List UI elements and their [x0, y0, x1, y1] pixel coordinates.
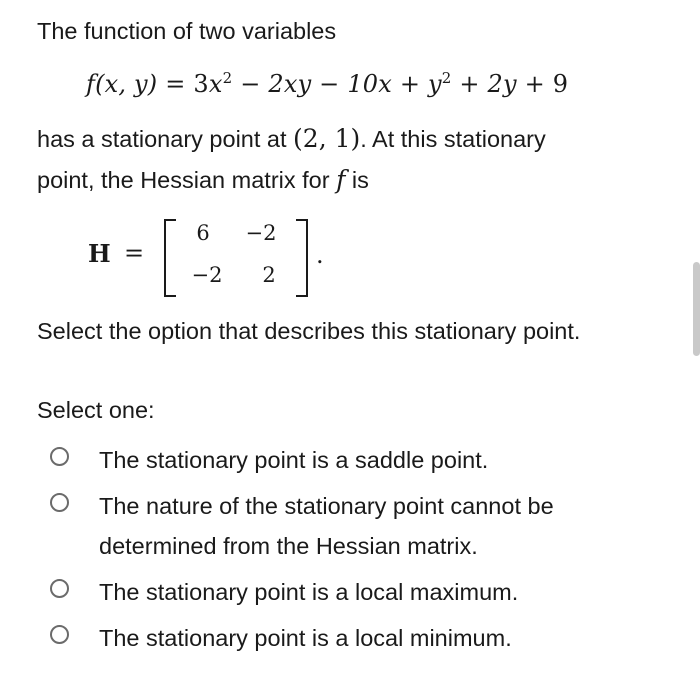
radio-button-icon[interactable] — [50, 625, 69, 644]
formula-term4-exp: 2 — [441, 69, 452, 87]
formula-term1-coef: 3 — [193, 70, 209, 98]
formula-op3: + — [399, 70, 421, 98]
option-label: The stationary point is a saddle point. — [99, 447, 489, 473]
radio-button-icon[interactable] — [50, 447, 69, 466]
matrix-left-bracket — [164, 219, 176, 297]
formula-lhs: f(x, y) — [86, 70, 158, 98]
stationary-pre: has a stationary point at — [37, 126, 294, 152]
radio-button-icon[interactable] — [50, 493, 69, 512]
matrix-a22: 2 — [262, 263, 276, 287]
option-label: The nature of the stationary point cannot be determined from the Hessian matrix. — [99, 493, 554, 559]
formula-term3: 10x — [347, 70, 393, 98]
intro-text: The function of two variables — [37, 18, 337, 44]
matrix-a12: −2 — [245, 221, 277, 245]
hessian-period: . — [316, 241, 324, 269]
formula-term5: 2y — [487, 70, 517, 98]
select-one-label: Select one: — [37, 397, 155, 423]
formula-term1-var: x — [208, 70, 223, 98]
stationary-post: . At this stationary — [360, 126, 546, 152]
option-label: The stationary point is a local maximum. — [99, 579, 519, 605]
scrollbar-thumb[interactable] — [693, 262, 700, 356]
stationary-point-value: (2, 1) — [293, 124, 361, 153]
hessian-label: H — [88, 239, 111, 268]
matrix-a11: 6 — [196, 221, 210, 245]
formula-op4: + — [459, 70, 480, 98]
hessian-post: is — [345, 167, 369, 193]
option-label: The stationary point is a local minimum. — [99, 625, 512, 651]
hessian-equals: = — [124, 239, 145, 267]
formula-term4-var: y — [428, 70, 442, 98]
hessian-pre: point, the Hessian matrix for — [37, 167, 337, 193]
formula-equals: = — [165, 70, 186, 98]
formula-term2: 2xy — [268, 70, 312, 98]
hessian-intro-text — [37, 165, 369, 195]
formula-op2: − — [319, 70, 340, 98]
stationary-point-text — [37, 124, 546, 154]
formula-term1-exp: 2 — [222, 69, 233, 87]
function-formula — [86, 68, 568, 100]
question-prompt: Select the option that describes this stationary point. — [37, 318, 581, 344]
radio-button-icon[interactable] — [50, 579, 69, 598]
hessian-function-symbol: f — [336, 165, 346, 194]
formula-op1: − — [240, 70, 261, 98]
matrix-right-bracket — [296, 219, 308, 297]
formula-op5: + — [524, 70, 545, 98]
matrix-a21: −2 — [191, 263, 223, 287]
formula-term6: 9 — [552, 70, 569, 98]
